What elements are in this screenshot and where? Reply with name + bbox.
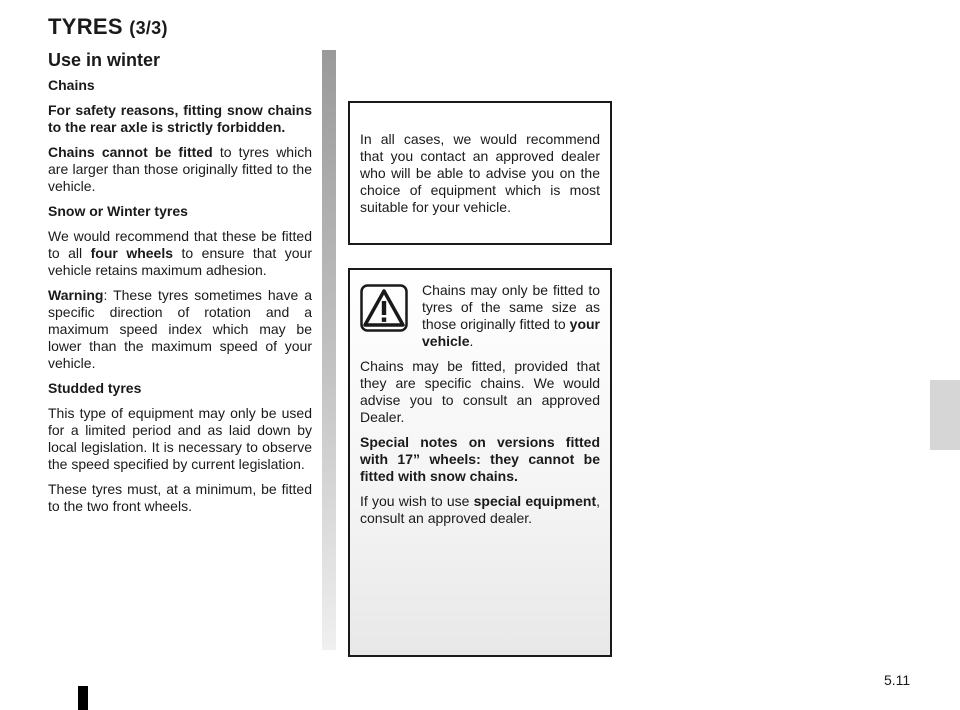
page-part-indicator: (3/3)	[129, 18, 168, 38]
front-wheels-paragraph: These tyres must, at a minimum, be fitted to the two front wheels.	[48, 481, 312, 514]
page-number: 5.11	[884, 672, 911, 688]
column-divider-bar	[322, 50, 336, 650]
page-title-text: TYRES	[48, 14, 123, 39]
warning-row	[360, 282, 600, 350]
snow-text-a: We would recommend that these be fitted to all	[48, 228, 312, 261]
left-column	[48, 77, 312, 523]
snow-tyres-paragraph	[48, 228, 312, 279]
warning-paragraph	[48, 287, 312, 372]
warning-label: Warning	[48, 287, 104, 303]
dealer-advice-text: In all cases, we would recommend that you contact an approved dealer who will be able to advise you on the choice of equipment which is most suitable for your vehicle.	[360, 131, 600, 215]
warning-lead-text	[422, 282, 600, 350]
chains-size-paragraph	[48, 144, 312, 195]
chapter-side-tab	[930, 380, 960, 450]
chains-safety-warning: For safety reasons, fitting snow chains to the rear axle is strictly forbidden.	[48, 102, 312, 135]
chains-warning-box	[348, 268, 612, 657]
studded-tyres-heading: Studded tyres	[48, 380, 142, 396]
chains-cannot-bold: Chains cannot be fitted	[48, 144, 213, 160]
dealer-advice-box	[348, 101, 612, 245]
studded-tyres-paragraph: This type of equipment may only be used for a limited period and as laid down by local legislation. It is necessary to observe the speed specified by current legislation.	[48, 405, 312, 472]
special-notes-text: Special notes on versions fitted with 17” wheels: they cannot be fitted with snow chains.	[360, 434, 600, 484]
warning-text: : These tyres sometimes have a specific direction of rotation and a maximum speed index which may be lower than the maximum speed of your vehicle.	[48, 287, 312, 371]
special-equipment-paragraph	[360, 493, 600, 527]
section-title: Use in winter	[48, 50, 161, 70]
equip-text-b: , consult an approved dealer.	[360, 493, 600, 526]
equip-text-bold: special equipment	[473, 493, 597, 509]
snow-tyres-heading: Snow or Winter tyres	[48, 203, 188, 219]
chains-cannot-rest: to tyres which are larger than those originally fitted to the vehicle.	[48, 144, 312, 194]
equip-text-a: If you wish to use	[360, 493, 474, 509]
specific-chains-text: Chains may be fitted, provided that they are specific chains. We would advise you to consult an approved Dealer.	[360, 358, 600, 425]
chains-heading: Chains	[48, 77, 95, 93]
snow-text-b: to ensure that your vehicle retains maximum adhesion.	[48, 245, 312, 278]
warning-lead-end: .	[469, 333, 474, 349]
warning-lead-bold: your vehicle	[422, 316, 600, 349]
corner-crop-mark	[78, 686, 88, 710]
warning-triangle-icon	[360, 284, 408, 332]
snow-text-bold: four wheels	[90, 245, 174, 261]
page-title	[48, 14, 168, 40]
warning-lead-a: Chains may only be fitted to tyres of the same size as those originally fitted to	[422, 282, 600, 332]
